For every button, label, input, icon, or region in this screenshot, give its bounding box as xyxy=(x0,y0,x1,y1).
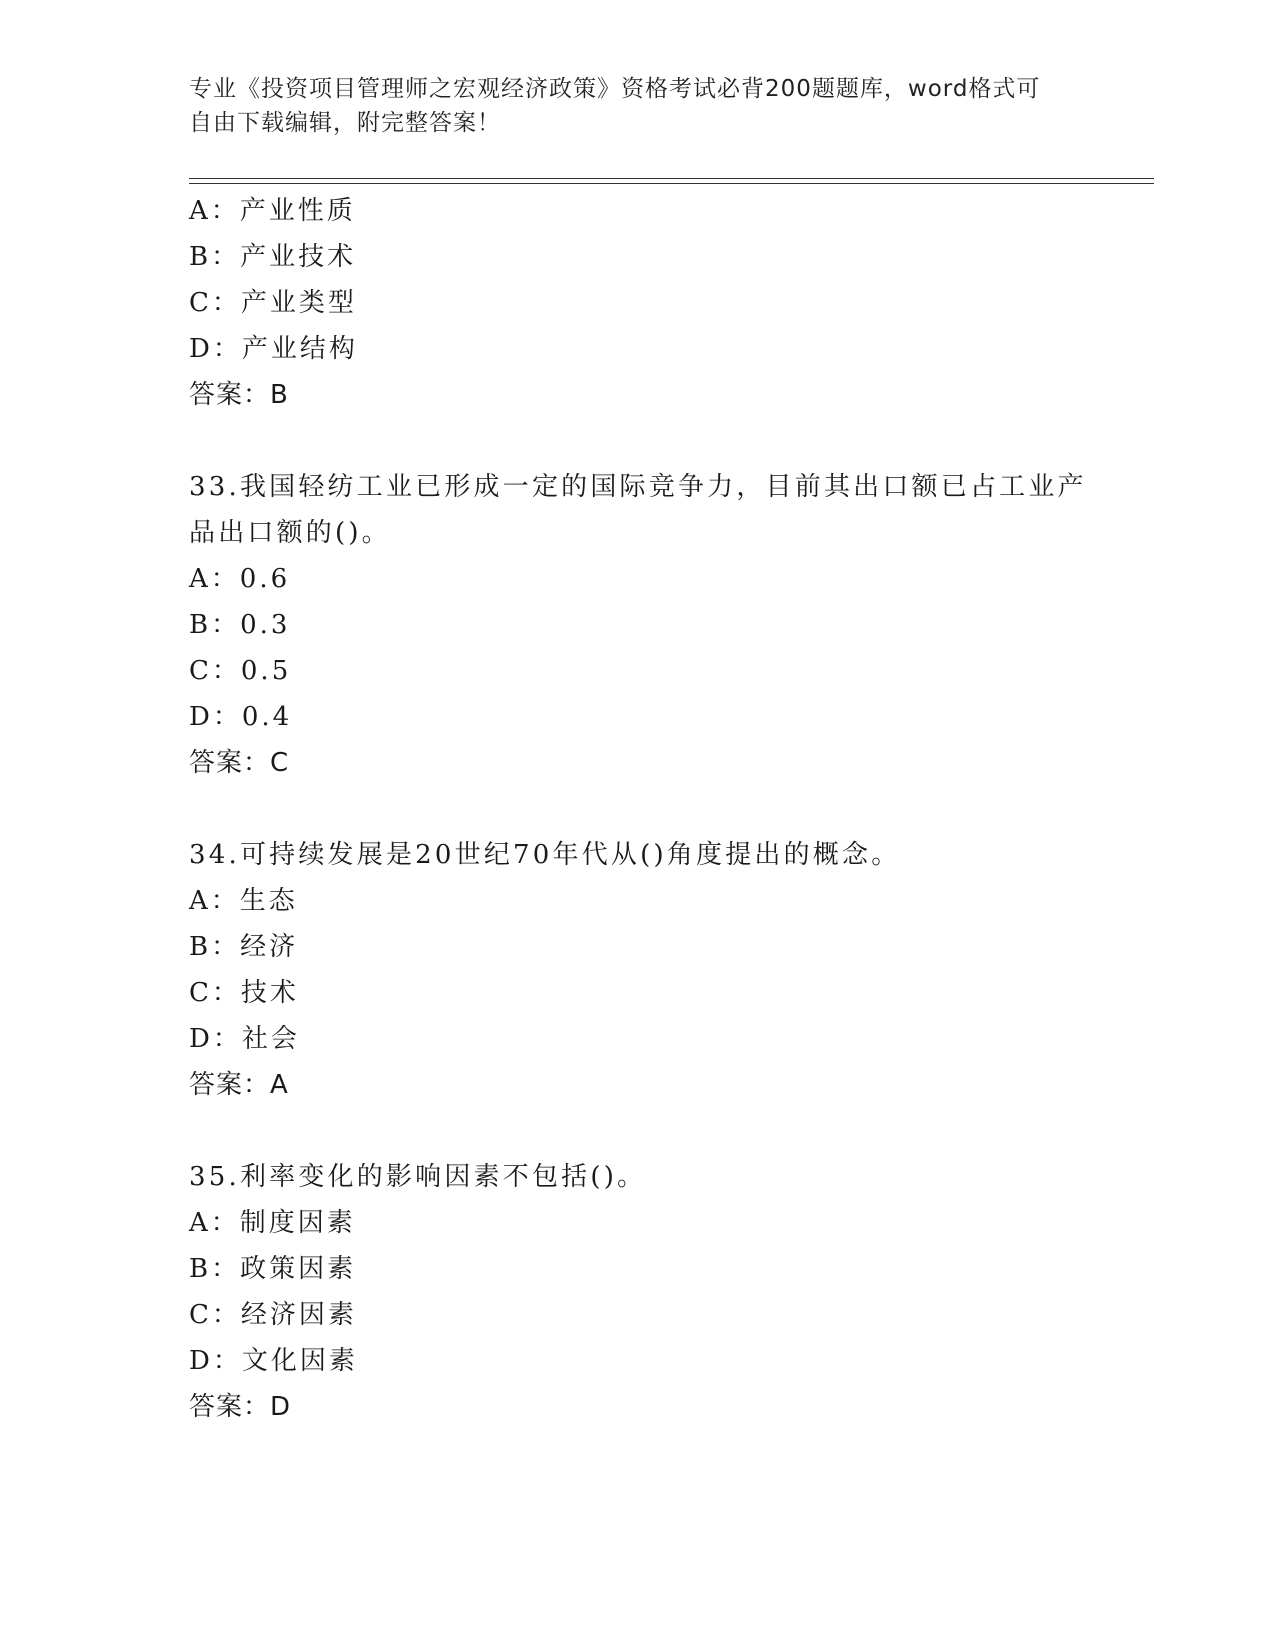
option-c: C：经济因素 xyxy=(189,1300,357,1330)
option-a: A：生态 xyxy=(189,886,298,916)
answer-line: 答案：C xyxy=(189,748,290,778)
option-b: B：经济 xyxy=(189,932,299,962)
answer-line: 答案：A xyxy=(189,1070,289,1100)
option-a: A：制度因素 xyxy=(189,1208,356,1238)
option-d: D：社会 xyxy=(189,1024,300,1054)
question-34 xyxy=(189,832,1149,1108)
option-b: B：0.3 xyxy=(189,610,291,640)
option-a: A：产业性质 xyxy=(189,196,356,226)
option-c: C：0.5 xyxy=(189,656,292,686)
question-35 xyxy=(189,1154,1149,1430)
header-rule-bottom xyxy=(189,183,1154,184)
answer-line: 答案：B xyxy=(189,380,289,410)
option-d: D：0.4 xyxy=(189,702,293,732)
option-d: D：产业结构 xyxy=(189,334,358,364)
option-c: C：技术 xyxy=(189,978,299,1008)
question-list xyxy=(189,188,1149,1430)
answer-line: 答案：D xyxy=(189,1392,292,1422)
option-a: A：0.6 xyxy=(189,564,291,594)
question-33 xyxy=(189,464,1149,786)
header-line-1: 专业《投资项目管理师之宏观经济政策》资格考试必背200题题库，word格式可 xyxy=(189,76,1041,102)
question-stem-line-1: 35.利率变化的影响因素不包括()。 xyxy=(189,1162,647,1192)
document-header xyxy=(189,72,1089,140)
option-c: C：产业类型 xyxy=(189,288,357,318)
question-stem-line-2: 品出口额的()。 xyxy=(189,518,391,548)
option-b: B：产业技术 xyxy=(189,242,357,272)
question-stem-line-1: 33.我国轻纺工业已形成一定的国际竞争力，目前其出口额已占工业产 xyxy=(189,472,1087,502)
option-d: D：文化因素 xyxy=(189,1346,358,1376)
option-b: B：政策因素 xyxy=(189,1254,357,1284)
question-stem-line-1: 34.可持续发展是20世纪70年代从()角度提出的概念。 xyxy=(189,840,901,870)
header-rule-top xyxy=(189,178,1154,179)
header-line-2: 自由下载编辑，附完整答案！ xyxy=(189,110,501,136)
question-32-continued xyxy=(189,188,1149,418)
